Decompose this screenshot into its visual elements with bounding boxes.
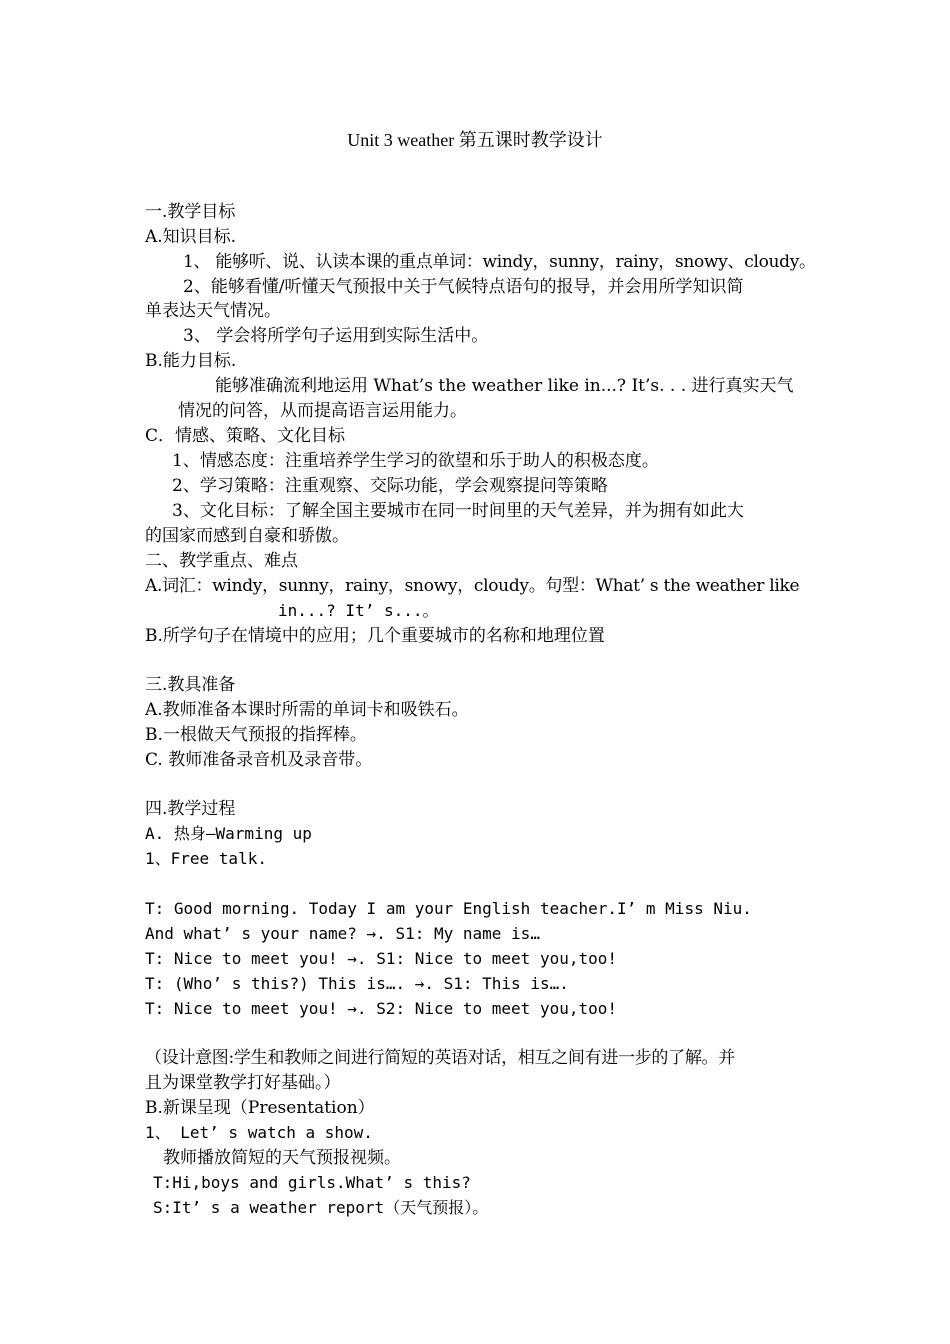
section-heading-keypoints: 二、教学重点、难点: [145, 551, 298, 571]
text-line: 能够准确流利地运用 What’s the weather like in...? It’s. . . 进行真实天气: [215, 376, 794, 396]
text-line: （设计意图:学生和教师之间进行简短的英语对话，相互之间有进一步的了解。并: [145, 1048, 735, 1068]
dialogue-line: T: Nice to meet you! →. S2: Nice to meet you,too!: [145, 999, 618, 1018]
section-heading-materials: 三.教具准备: [145, 675, 236, 695]
dialogue-line: T: Nice to meet you! →. S1: Nice to meet you,too!: [145, 949, 618, 968]
text-line: A. 热身—Warming up: [145, 824, 312, 843]
text-line: 1、 能够听、说、认读本课的重点单词：windy，sunny，rainy，snowy、cloudy。: [183, 252, 816, 272]
text-line: A.教师准备本课时所需的单词卡和吸铁石。: [145, 700, 469, 720]
text-line: 教师播放简短的天气预报视频。: [163, 1148, 401, 1168]
section-heading-objectives: 一.教学目标: [145, 202, 236, 222]
text-line: in...? It’ s...。: [278, 601, 439, 620]
text-line: 2、能够看懂/听懂天气预报中关于气候特点语句的报导，并会用所学知识简: [183, 277, 744, 297]
text-line: B.一根做天气预报的指挥棒。: [145, 725, 367, 745]
text-line: 的国家而感到自豪和骄傲。: [145, 526, 349, 546]
dialogue-line: S:It’ s a weather report（天气预报）。: [153, 1198, 489, 1217]
text-line: 单表达天气情况。: [145, 301, 281, 321]
text-line: 1、 Let’ s watch a show.: [145, 1123, 373, 1142]
text-line: 1、Free talk.: [145, 849, 267, 868]
subheading-knowledge: A.知识目标.: [145, 227, 237, 247]
dialogue-line: And what’ s your name? →. S1: My name is…: [145, 924, 540, 943]
text-line: 3、 学会将所学句子运用到实际生活中。: [183, 326, 489, 346]
text-line: 2、学习策略：注重观察、交际功能，学会观察提问等策略: [172, 476, 608, 496]
text-line: 情况的问答，从而提高语言运用能力。: [178, 401, 467, 421]
text-line: B.所学句子在情境中的应用；几个重要城市的名称和地理位置: [145, 626, 605, 646]
section-heading-process: 四.教学过程: [145, 799, 236, 819]
dialogue-line: T: (Who’ s this?) This is…. →. S1: This is….: [145, 974, 569, 993]
text-line: C. 教师准备录音机及录音带。: [145, 750, 373, 770]
text-line: 且为课堂教学打好基础。）: [145, 1073, 341, 1093]
dialogue-line: T:Hi,boys and girls.What’ s this?: [153, 1173, 471, 1192]
document-title: Unit 3 weather 第五课时教学设计: [347, 130, 603, 150]
text-line: A.词汇：windy，sunny，rainy，snowy，cloudy。句型：What’ s the weather like: [145, 576, 800, 596]
dialogue-line: T: Good morning. Today I am your English teacher.I’ m Miss Niu.: [145, 899, 752, 918]
subheading-emotion: C．情感、策略、文化目标: [145, 426, 346, 446]
text-line: 1、情感态度：注重培养学生学习的欲望和乐于助人的积极态度。: [172, 451, 659, 471]
text-line: 3、文化目标：了解全国主要城市在同一时间里的天气差异，并为拥有如此大: [172, 501, 744, 521]
subheading-ability: B.能力目标.: [145, 351, 237, 371]
subheading-presentation: B.新课呈现（Presentation）: [145, 1098, 375, 1118]
